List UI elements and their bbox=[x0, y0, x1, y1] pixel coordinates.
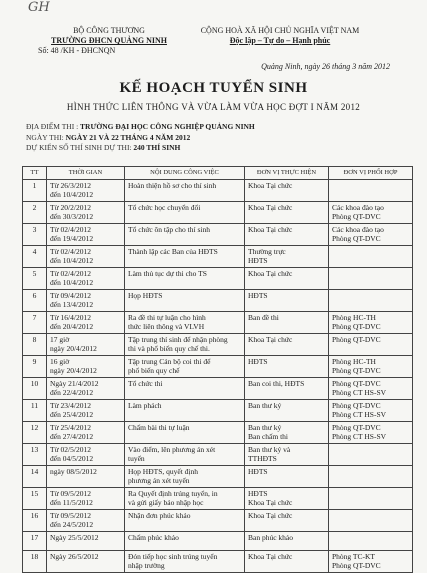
row-number-cell: 8 bbox=[23, 333, 47, 355]
table-row bbox=[23, 311, 413, 333]
executor-cell bbox=[245, 509, 329, 531]
task-cell-line: nhập trường bbox=[128, 561, 165, 570]
executor-cell-line: Thường trực bbox=[248, 246, 286, 256]
task-cell-line: Ra Quyết định trúng tuyển, in bbox=[128, 488, 218, 498]
table-row bbox=[23, 443, 413, 465]
agency-name: BỘ CÔNG THƯƠNG bbox=[73, 26, 145, 35]
task-cell-line: Đón tiếp học sinh trúng tuyển bbox=[128, 551, 218, 561]
executor-cell-line: Khoa Tại chức bbox=[248, 510, 293, 520]
venue-line: ĐỊA ĐIỂM THI : TRƯỜNG ĐẠI HỌC CÔNG NGHIỆP QUẢNG NINH bbox=[26, 122, 255, 131]
row-number-cell: 11 bbox=[23, 399, 47, 421]
coordinator-cell bbox=[329, 179, 413, 201]
task-cell bbox=[125, 333, 245, 355]
time-cell-line: Từ 09/4/2012 bbox=[50, 290, 91, 300]
task-cell bbox=[125, 550, 245, 572]
national-motto: Độc lập – Tự do – Hạnh phúc bbox=[229, 36, 331, 45]
task-cell-line: tuyển bbox=[128, 454, 145, 463]
executor-cell bbox=[245, 399, 329, 421]
time-cell bbox=[47, 333, 125, 355]
time-cell-line: ngày 20/4/2012 bbox=[50, 344, 97, 353]
coordinator-cell-line: Phòng QT-DVC bbox=[332, 561, 381, 570]
row-number-cell: 16 bbox=[23, 509, 47, 531]
task-cell bbox=[125, 355, 245, 377]
executor-cell-line: Khoa Tại chức bbox=[248, 334, 293, 344]
task-cell-line: Chấm phúc khảo bbox=[128, 532, 179, 542]
time-cell bbox=[47, 465, 125, 487]
task-cell-line: Họp HĐTS bbox=[128, 290, 163, 300]
time-cell bbox=[47, 377, 125, 399]
time-cell-line: Từ 09/5/2012 bbox=[50, 488, 91, 498]
executor-cell-line: TTHĐTS bbox=[248, 454, 277, 463]
coordinator-cell-line: Phòng HC-TH bbox=[332, 356, 376, 366]
time-cell-line: đến 22/4/2012 bbox=[50, 388, 94, 397]
executor-cell-line: Ban thư ký và bbox=[248, 444, 291, 454]
task-cell-line: thi và phổ biến quy chế thi. bbox=[128, 344, 210, 353]
row-number-cell: 14 bbox=[23, 465, 47, 487]
task-cell-line: thức liên thông và VLVH bbox=[128, 322, 205, 331]
time-cell-line: Ngày 26/5/2012 bbox=[50, 551, 99, 561]
table-row bbox=[23, 377, 413, 399]
coordinator-cell-line: Phòng TC-KT bbox=[332, 551, 375, 561]
time-cell bbox=[47, 201, 125, 223]
document-subtitle: HÌNH THỨC LIÊN THÔNG VÀ VỪA LÀM VỪA HỌC ĐỢT I NĂM 2012 bbox=[66, 102, 361, 112]
executor-cell-line: Ban phúc khảo bbox=[248, 532, 293, 542]
time-cell-line: đến 25/4/2012 bbox=[50, 410, 94, 419]
time-cell-line: đến 24/5/2012 bbox=[50, 520, 94, 529]
executor-cell bbox=[245, 311, 329, 333]
table-row bbox=[23, 531, 413, 550]
task-cell-line: Hoàn thiện hồ sơ cho thí sinh bbox=[128, 180, 217, 190]
table-row bbox=[23, 399, 413, 421]
executor-cell bbox=[245, 201, 329, 223]
table-row bbox=[23, 245, 413, 267]
row-number-cell: 12 bbox=[23, 421, 47, 443]
time-cell bbox=[47, 550, 125, 572]
row-number-cell: 5 bbox=[23, 267, 47, 289]
task-cell bbox=[125, 377, 245, 399]
col-header-task: NỘI DUNG CÔNG VIỆC bbox=[125, 167, 245, 180]
executor-cell bbox=[245, 289, 329, 311]
time-cell-line: đến 11/5/2012 bbox=[50, 498, 93, 507]
coordinator-cell bbox=[329, 267, 413, 289]
executor-cell bbox=[245, 355, 329, 377]
row-number-cell: 15 bbox=[23, 487, 47, 509]
task-cell-line: Tổ chức ôn tập cho thí sinh bbox=[128, 224, 210, 234]
time-cell bbox=[47, 399, 125, 421]
coordinator-cell-line: Phòng QT-DVC bbox=[332, 334, 381, 344]
coordinator-cell bbox=[329, 509, 413, 531]
time-cell-line: đến 13/4/2012 bbox=[50, 300, 94, 309]
task-cell bbox=[125, 289, 245, 311]
time-cell-line: đến 19/4/2012 bbox=[50, 234, 94, 243]
candidate-count-line: DỰ KIẾN SỐ THÍ SINH DỰ THI: 240 THÍ SINH bbox=[26, 143, 181, 152]
coordinator-cell-line: Phòng QT-DVC bbox=[332, 212, 381, 221]
task-cell-line: phổ biến quy chế bbox=[128, 366, 180, 375]
table-row bbox=[23, 465, 413, 487]
executor-cell-line: Ban coi thi, HĐTS bbox=[248, 378, 305, 388]
table-row bbox=[23, 333, 413, 355]
time-cell bbox=[47, 223, 125, 245]
executor-cell-line: HĐTS bbox=[248, 488, 268, 498]
executor-cell bbox=[245, 377, 329, 399]
table-row bbox=[23, 509, 413, 531]
executor-cell-line: Ban thư ký bbox=[248, 400, 282, 410]
coordinator-cell bbox=[329, 333, 413, 355]
time-cell-line: đến 27/4/2012 bbox=[50, 432, 94, 441]
task-cell bbox=[125, 421, 245, 443]
executor-cell-line: Khoa Tại chức bbox=[248, 551, 293, 561]
table-row bbox=[23, 550, 413, 572]
task-cell-line: Tổ chức học chuyển đổi bbox=[128, 202, 201, 212]
task-cell-line: Thành lập các Ban của HĐTS bbox=[128, 246, 218, 256]
table-row bbox=[23, 289, 413, 311]
task-cell-line: Tập trung Cán bộ coi thi để bbox=[128, 356, 211, 366]
coordinator-cell-line: Phòng CT HS-SV bbox=[332, 388, 387, 397]
task-cell-line: Ra đề thi tự luận cho hình bbox=[128, 312, 206, 322]
task-cell-line: Họp HĐTS, quyết định bbox=[128, 466, 198, 476]
executor-cell bbox=[245, 421, 329, 443]
time-cell-line: 17 giờ bbox=[50, 334, 70, 344]
coordinator-cell bbox=[329, 377, 413, 399]
coordinator-cell bbox=[329, 355, 413, 377]
time-cell bbox=[47, 443, 125, 465]
document-number: Số: 48 /KH - ĐHCNQN bbox=[38, 46, 116, 55]
executor-cell-line: Ban thư ký bbox=[248, 422, 282, 432]
executor-cell-line: HĐTS bbox=[248, 256, 268, 265]
time-cell bbox=[47, 245, 125, 267]
time-cell-line: Ngày 21/4/2012 bbox=[50, 378, 99, 388]
exam-info bbox=[26, 122, 406, 154]
coordinator-cell bbox=[329, 201, 413, 223]
coordinator-cell-line: Phòng CT HS-SV bbox=[332, 410, 387, 419]
coordinator-cell bbox=[329, 465, 413, 487]
table-row bbox=[23, 355, 413, 377]
task-cell bbox=[125, 245, 245, 267]
task-cell bbox=[125, 399, 245, 421]
task-cell bbox=[125, 267, 245, 289]
task-cell-line: Vào điểm, lên phương án xét bbox=[128, 444, 216, 454]
time-cell bbox=[47, 509, 125, 531]
task-cell-line: Tập trung thí sinh để nhận phòng bbox=[128, 334, 228, 344]
time-cell-line: Từ 02/4/2012 bbox=[50, 246, 91, 256]
time-cell-line: đến 10/4/2012 bbox=[50, 190, 94, 199]
executor-cell-line: HĐTS bbox=[248, 466, 268, 476]
time-cell-line: Từ 09/5/2012 bbox=[50, 510, 91, 520]
col-header-tt: TT bbox=[23, 167, 47, 180]
table-row bbox=[23, 179, 413, 201]
time-cell bbox=[47, 267, 125, 289]
table-row bbox=[23, 487, 413, 509]
time-cell-line: Ngày 25/5/2012 bbox=[50, 532, 99, 542]
coordinator-cell-line: Phòng QT-DVC bbox=[332, 366, 381, 375]
time-cell bbox=[47, 289, 125, 311]
coordinator-cell bbox=[329, 311, 413, 333]
coordinator-cell-line: Các khoa đào tạo bbox=[332, 224, 384, 234]
executor-cell bbox=[245, 245, 329, 267]
executor-cell-line: Khoa Tại chức bbox=[248, 498, 293, 507]
col-header-time: THỜI GIAN bbox=[47, 167, 125, 180]
time-cell-line: đến 10/4/2012 bbox=[50, 256, 94, 265]
venue-value: TRƯỜNG ĐẠI HỌC CÔNG NGHIỆP QUẢNG NINH bbox=[80, 122, 255, 131]
row-number-cell: 2 bbox=[23, 201, 47, 223]
executor-cell bbox=[245, 443, 329, 465]
executor-cell bbox=[245, 550, 329, 572]
row-number-cell: 10 bbox=[23, 377, 47, 399]
time-cell-line: Từ 02/5/2012 bbox=[50, 444, 91, 454]
executor-cell bbox=[245, 267, 329, 289]
table-row bbox=[23, 267, 413, 289]
time-cell bbox=[47, 355, 125, 377]
row-number-cell: 17 bbox=[23, 531, 47, 550]
task-cell bbox=[125, 487, 245, 509]
schedule-table bbox=[22, 166, 413, 573]
coordinator-cell-line: Phòng QT-DVC bbox=[332, 234, 381, 243]
executor-cell-line: Ban đề thi bbox=[248, 312, 279, 322]
coordinator-cell bbox=[329, 550, 413, 572]
executor-cell-line: Khoa Tại chức bbox=[248, 180, 293, 190]
coordinator-cell-line: Phòng QT-DVC bbox=[332, 422, 381, 432]
task-cell bbox=[125, 201, 245, 223]
time-cell-line: Từ 26/3/2012 bbox=[50, 180, 91, 190]
time-cell-line: đến 30/3/2012 bbox=[50, 212, 94, 221]
row-number-cell: 9 bbox=[23, 355, 47, 377]
task-cell bbox=[125, 509, 245, 531]
task-cell bbox=[125, 311, 245, 333]
place-date: Quảng Ninh, ngày 26 tháng 3 năm 2012 bbox=[261, 62, 390, 71]
task-cell bbox=[125, 465, 245, 487]
time-cell-line: đến 10/4/2012 bbox=[50, 278, 94, 287]
time-cell-line: Từ 23/4/2012 bbox=[50, 400, 91, 410]
time-cell-line: ngày 08/5/2012 bbox=[50, 466, 97, 476]
col-header-coordinator: ĐƠN VỊ PHỐI HỢP bbox=[329, 167, 413, 180]
time-cell-line: Từ 02/4/2012 bbox=[50, 268, 91, 278]
time-cell bbox=[47, 311, 125, 333]
document-title: KẾ HOẠCH TUYỂN SINH bbox=[119, 80, 308, 96]
coordinator-cell-line: Phòng QT-DVC bbox=[332, 378, 381, 388]
executor-cell bbox=[245, 531, 329, 550]
schedule-body bbox=[23, 179, 413, 572]
table-row bbox=[23, 421, 413, 443]
task-cell-line: Chấm bài thi tự luận bbox=[128, 422, 190, 432]
table-header-row bbox=[23, 167, 413, 180]
row-number-cell: 3 bbox=[23, 223, 47, 245]
coordinator-cell-line: Phòng HC-TH bbox=[332, 312, 376, 322]
row-number-cell: 13 bbox=[23, 443, 47, 465]
task-cell bbox=[125, 443, 245, 465]
time-cell bbox=[47, 179, 125, 201]
row-number-cell: 18 bbox=[23, 550, 47, 572]
task-cell-line: Làm thủ tục dự thi cho TS bbox=[128, 268, 207, 278]
task-cell-line: Nhận đơn phúc khảo bbox=[128, 510, 191, 520]
time-cell-line: Từ 02/4/2012 bbox=[50, 224, 91, 234]
task-cell-line: và gửi giấy báo nhập học bbox=[128, 498, 204, 507]
time-cell-line: Từ 20/2/2012 bbox=[50, 202, 91, 212]
exam-date-value: NGÀY 21 VÀ 22 THÁNG 4 NĂM 2012 bbox=[65, 132, 191, 142]
row-number-cell: 1 bbox=[23, 179, 47, 201]
coordinator-cell-line: Các khoa đào tạo bbox=[332, 202, 384, 212]
table-row bbox=[23, 201, 413, 223]
issuer-header bbox=[34, 26, 184, 56]
coordinator-cell bbox=[329, 223, 413, 245]
task-cell-line: Làm phách bbox=[128, 400, 162, 410]
executor-cell-line: Khoa Tại chức bbox=[248, 202, 293, 212]
coordinator-cell bbox=[329, 245, 413, 267]
task-cell-line: Tổ chức thi bbox=[128, 378, 163, 388]
coordinator-cell bbox=[329, 289, 413, 311]
coordinator-cell-line: Phòng QT-DVC bbox=[332, 400, 381, 410]
coordinator-cell bbox=[329, 443, 413, 465]
row-number-cell: 4 bbox=[23, 245, 47, 267]
time-cell-line: đến 04/5/2012 bbox=[50, 454, 94, 463]
executor-cell bbox=[245, 333, 329, 355]
coordinator-cell bbox=[329, 421, 413, 443]
time-cell bbox=[47, 421, 125, 443]
candidate-count-value: 240 THÍ SINH bbox=[133, 143, 181, 152]
row-number-cell: 7 bbox=[23, 311, 47, 333]
coordinator-cell bbox=[329, 399, 413, 421]
school-name: TRƯỜNG ĐHCN QUẢNG NINH bbox=[51, 36, 167, 45]
task-cell bbox=[125, 223, 245, 245]
time-cell-line: Từ 25/4/2012 bbox=[50, 422, 91, 432]
national-header bbox=[170, 26, 390, 46]
time-cell-line: 16 giờ bbox=[50, 356, 70, 366]
coordinator-cell bbox=[329, 487, 413, 509]
time-cell bbox=[47, 531, 125, 550]
executor-cell-line: HĐTS bbox=[248, 290, 268, 300]
row-number-cell: 6 bbox=[23, 289, 47, 311]
executor-cell-line: HĐTS bbox=[248, 356, 268, 366]
executor-cell bbox=[245, 223, 329, 245]
executor-cell-line: Khoa Tại chức bbox=[248, 268, 293, 278]
executor-cell bbox=[245, 487, 329, 509]
coordinator-cell-line: Phòng QT-DVC bbox=[332, 322, 381, 331]
time-cell-line: đến 20/4/2012 bbox=[50, 322, 94, 331]
executor-cell-line: Khoa Tại chức bbox=[248, 224, 293, 234]
time-cell bbox=[47, 487, 125, 509]
executor-cell bbox=[245, 465, 329, 487]
task-cell bbox=[125, 531, 245, 550]
executor-cell-line: Ban chấm thi bbox=[248, 432, 288, 441]
task-cell bbox=[125, 179, 245, 201]
coordinator-cell bbox=[329, 531, 413, 550]
task-cell-line: phương án xét tuyển bbox=[128, 476, 190, 485]
time-cell-line: ngày 20/4/2012 bbox=[50, 366, 97, 375]
exam-date-line: NGÀY THI: NGÀY 21 VÀ 22 THÁNG 4 NĂM 2012 bbox=[26, 132, 191, 142]
coordinator-cell-line: Phòng CT HS-SV bbox=[332, 432, 387, 441]
time-cell-line: Từ 16/4/2012 bbox=[50, 312, 91, 322]
nation-name: CỘNG HOÀ XÃ HỘI CHỦ NGHĨA VIỆT NAM bbox=[200, 26, 360, 35]
col-header-executor: ĐƠN VỊ THỰC HIỆN bbox=[245, 167, 329, 180]
table-row bbox=[23, 223, 413, 245]
executor-cell bbox=[245, 179, 329, 201]
handwritten-mark: GH bbox=[28, 0, 50, 15]
